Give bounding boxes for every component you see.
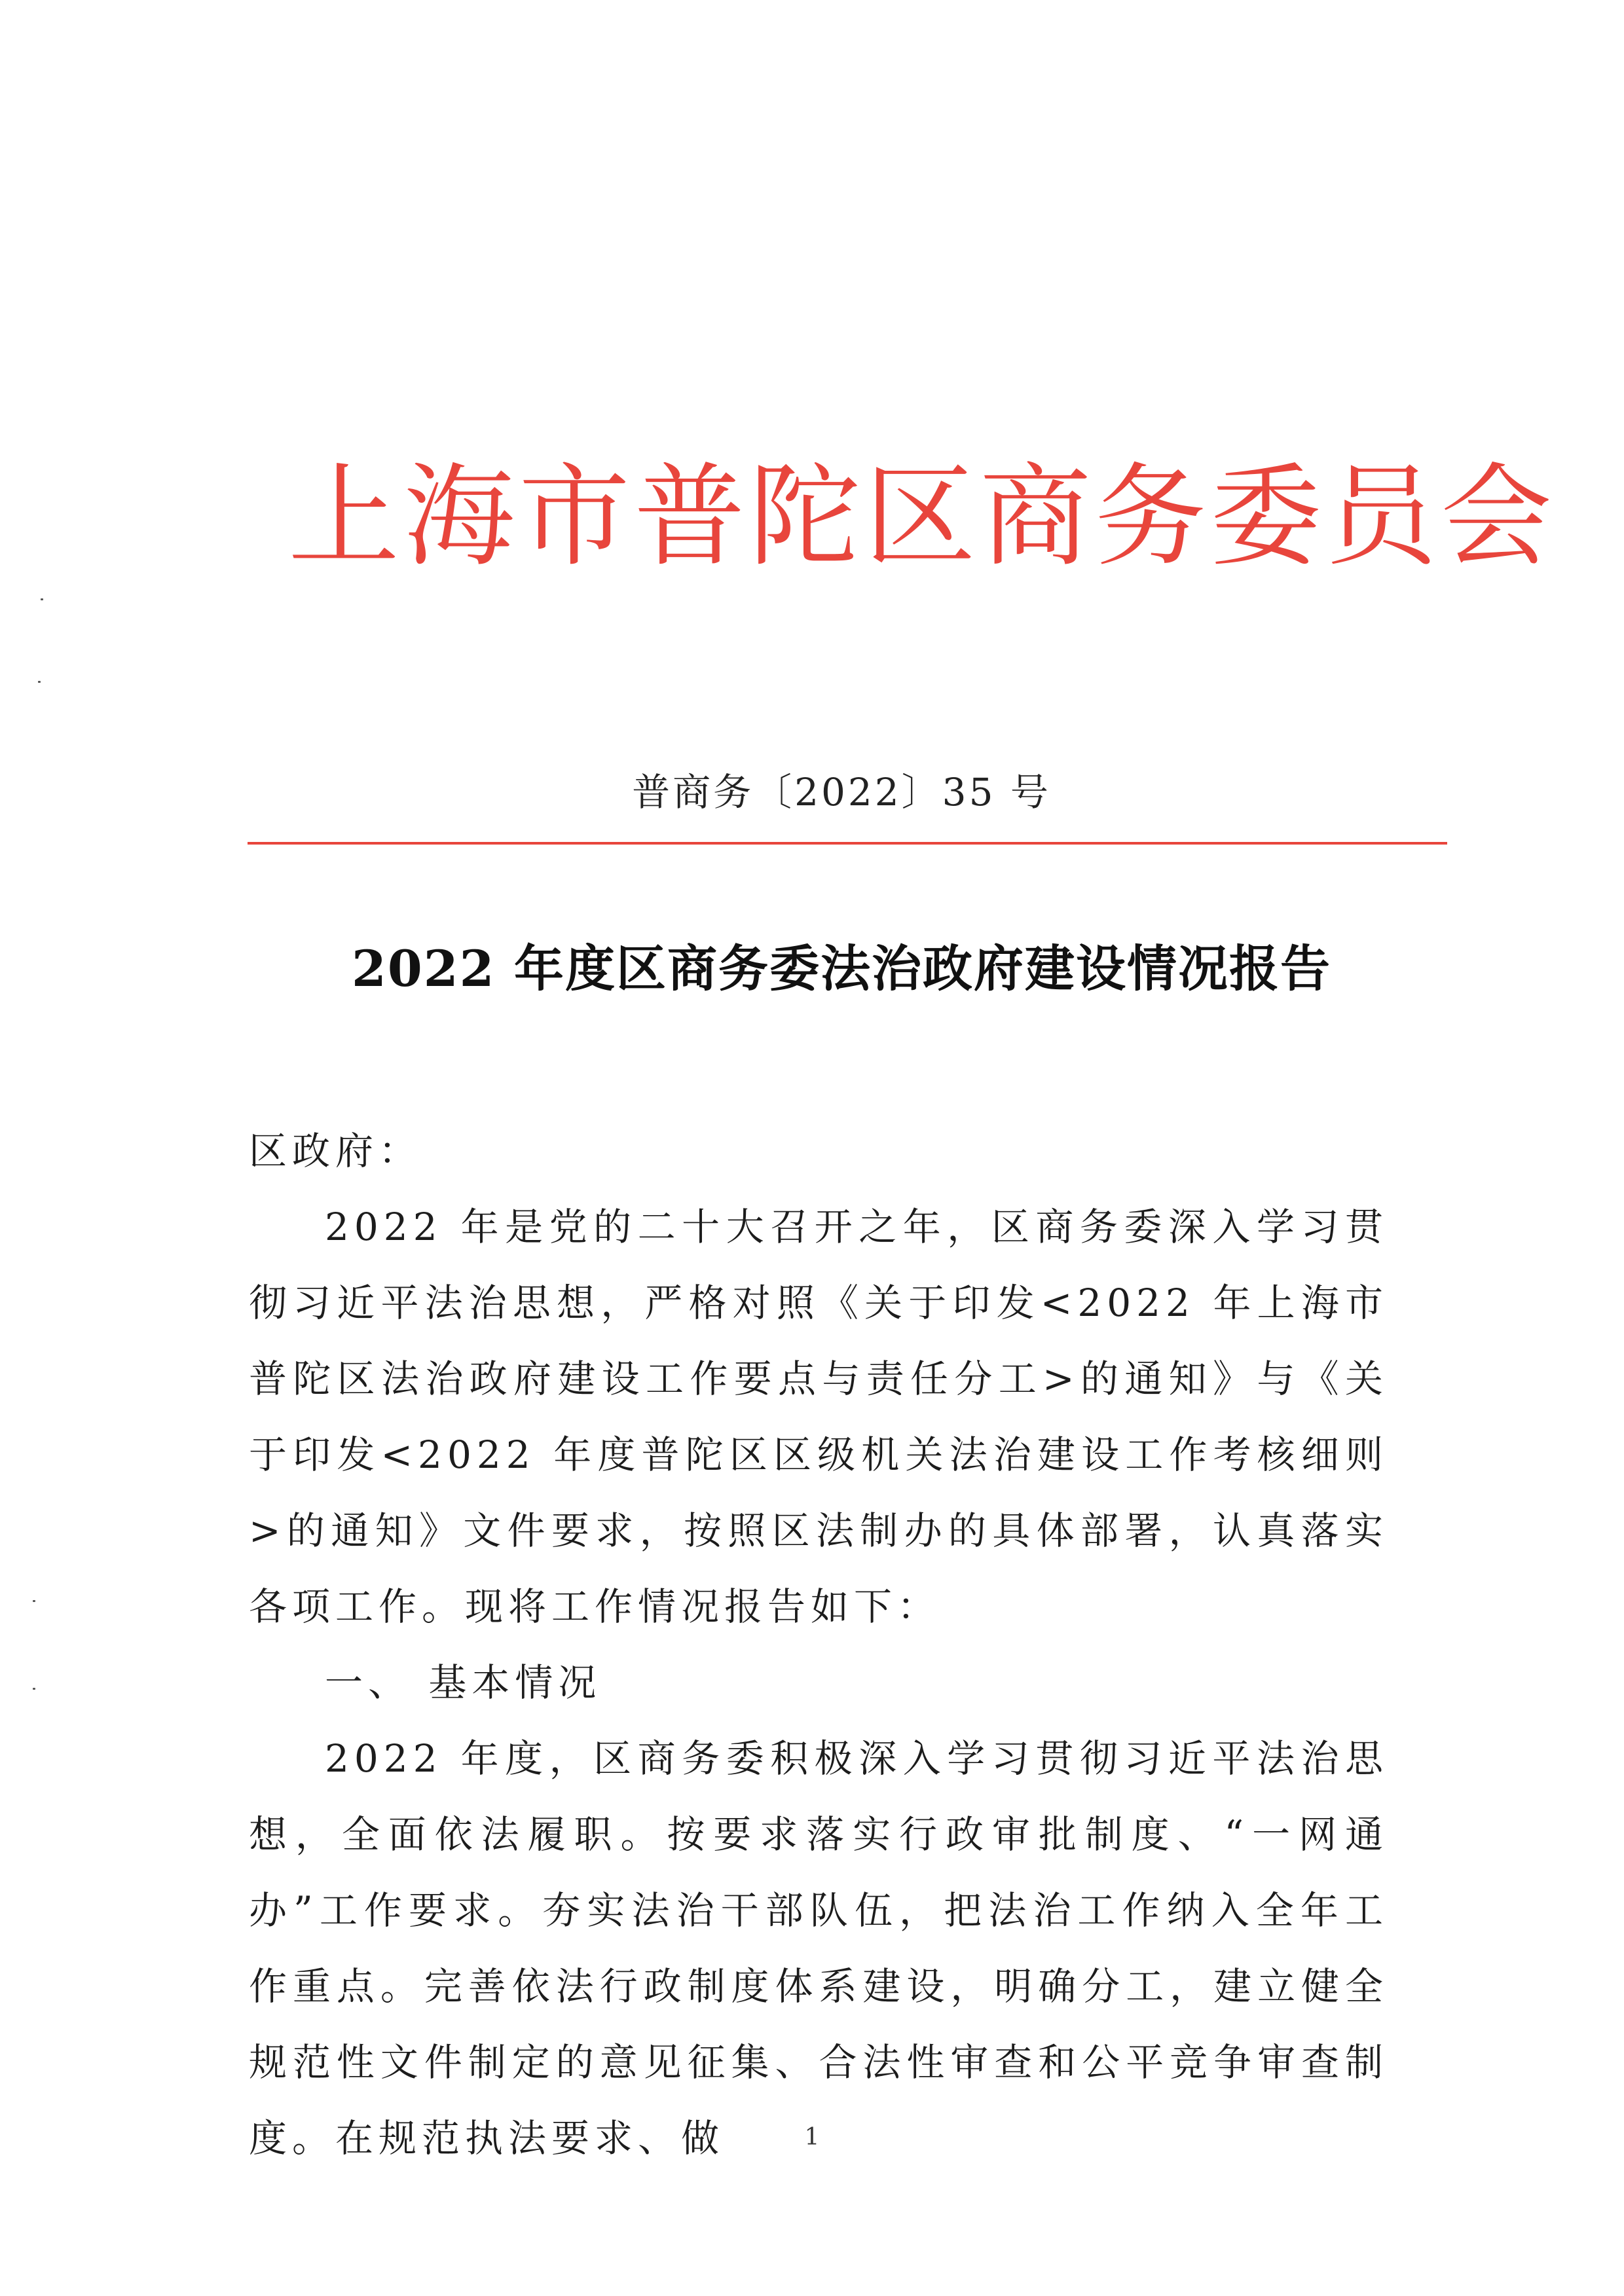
scan-speck bbox=[38, 681, 41, 683]
section-paragraph: 2022 年度，区商务委积极深入学习贯彻习近平法治思想，全面依法履职。按要求落实行政审批制度、“一网通办”工作要求。夯实法治干部队伍，把法治工作纳入全年工作重点。完善依法行政制度体系建设，明确分工，建立健全规范性文件制定的意见征集、合法性审查和公平竞争审查制度。在规范执法要求、做 bbox=[249, 1736, 1388, 2160]
letterhead-organization: 上海市普陀区商务委员会 bbox=[288, 452, 1557, 582]
scan-speck bbox=[33, 1688, 35, 1690]
document-number: 普商务〔2022〕35 号 bbox=[632, 770, 1051, 814]
scan-speck bbox=[41, 598, 43, 600]
intro-paragraph: 2022 年是党的二十大召开之年，区商务委深入学习贯彻习近平法治思想，严格对照《关于印发<2022 年上海市普陀区法治政府建设工作要点与责任分工>的通知》与《关于印发<2022 年度普陀区区级机关法治建设工作考核细则>的通知》文件要求，按照区法制办的具体部署，认真落实各项工作。现将工作情况报告如下： bbox=[249, 1205, 1388, 1629]
page-number: 1 bbox=[804, 2124, 820, 2151]
letterhead-divider bbox=[248, 842, 1447, 845]
scan-speck bbox=[33, 1600, 35, 1602]
section-heading: 一、 基本情况 bbox=[325, 1660, 602, 1705]
salutation: 区政府： bbox=[249, 1129, 422, 1173]
document-body bbox=[249, 1113, 1388, 2176]
document-title: 2022 年度区商务委法治政府建设情况报告 bbox=[352, 939, 1331, 998]
